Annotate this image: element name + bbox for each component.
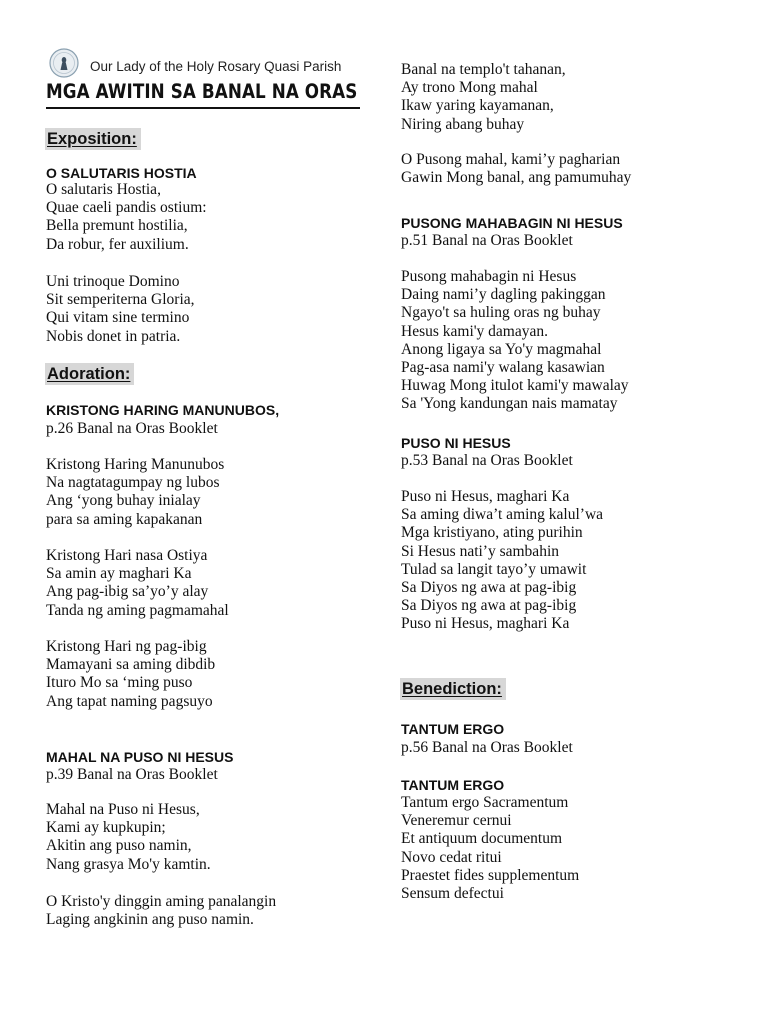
lyric-line: Tantum ergo Sacramentum [401,794,569,811]
lyric-line: Novo cedat ritui [401,848,502,866]
lyric-line: Anong ligaya sa Yo'y magmahal [401,340,602,358]
puso-ni-hesus-ref [401,452,573,470]
booklet-reference: p.53 Banal na Oras Booklet [401,452,573,469]
booklet-reference: p.26 Banal na Oras Booklet [46,420,218,437]
lyric-line: Kristong Hari nasa Ostiya [46,547,208,564]
song-title-pusong-mahabagin: PUSONG MAHABAGIN NI HESUS [401,215,623,231]
lyric-line: O salutaris Hostia, [46,181,161,198]
lyric-line: Mahal na Puso ni Hesus, [46,801,200,818]
lyric-line: Qui vitam sine termino [46,309,190,327]
lyric-line: Kami ay kupkupin; [46,819,166,837]
lyric-line: Kristong Haring Manunubos [46,456,225,473]
booklet-reference: p.56 Banal na Oras Booklet [401,739,573,756]
lyric-line: Na nagtatagumpay ng lubos [46,474,220,492]
lyric-line: Niring abang buhay [401,115,525,133]
lyric-line: Pag-asa nami'y walang kasawian [401,359,605,377]
lyric-line: Quae caeli pandis ostium: [46,199,207,217]
o-salutaris-stanza-1 [46,181,207,254]
lyric-line: Ngayo't sa huling oras ng buhay [401,304,601,322]
mahal-na-puso-stanza-2 [46,893,276,929]
booklet-reference: p.51 Banal na Oras Booklet [401,232,573,249]
lyric-line: Veneremur cernui [401,812,512,830]
lyric-line: Banal na templo't tahanan, [401,61,566,78]
kristong-haring-ref [46,420,218,438]
lyric-line: Ay trono Mong mahal [401,79,538,97]
mahal-na-puso-stanza-1 [46,801,211,874]
lyric-line: Pusong mahabagin ni Hesus [401,268,577,285]
lyric-line: Ituro Mo sa ‘ming puso [46,674,193,692]
parish-name: Our Lady of the Holy Rosary Quasi Parish [90,59,342,74]
parish-header [46,46,366,80]
lyric-line: Nang grasya Mo'y kamtin. [46,855,211,873]
lyric-line: Ang pag-ibig sa’yo’y alay [46,583,209,601]
mahal-na-puso-stanza-3 [401,61,566,134]
lyric-line: Sa Diyos ng awa at pag-ibig [401,579,577,597]
song-title-puso-ni-hesus: PUSO NI HESUS [401,435,511,451]
lyric-line: Da robur, fer auxilium. [46,235,189,253]
o-salutaris-stanza-2 [46,273,195,346]
song-title-kristong-haring: KRISTONG HARING MANUNUBOS, [46,402,280,418]
lyric-line: Mga kristiyano, ating purihin [401,524,583,542]
parish-logo-icon [49,48,79,78]
booklet-reference: p.39 Banal na Oras Booklet [46,766,218,783]
lyric-line: Tulad sa langit tayo’y umawit [401,560,587,578]
song-title-tantum-ergo-ref: TANTUM ERGO [401,721,505,737]
tantum-ergo-stanza-1 [401,794,579,903]
mahal-na-puso-ref [46,766,218,784]
pusong-mahabagin-ref [401,232,573,250]
lyric-line: Tanda ng aming pagmamahal [46,601,229,619]
lyric-line: Et antiquum documentum [401,830,563,848]
lyric-line: Praestet fides supplementum [401,866,580,884]
lyric-line: O Pusong mahal, kami’y pagharian [401,151,621,168]
lyric-line: Akitin ang puso namin, [46,837,192,855]
lyric-line: Sensum defectui [401,885,504,903]
lyric-line: Laging angkinin ang puso namin. [46,911,254,929]
lyric-line: Huwag Mong itulot kami'y mawalay [401,377,629,395]
lyric-line: Nobis donet in patria. [46,327,181,345]
lyric-line: Kristong Hari ng pag-ibig [46,638,207,655]
lyric-line: Daing nami’y dagling pakinggan [401,286,606,304]
lyric-line: Sit semperiterna Gloria, [46,291,195,309]
lyric-line: para sa aming kapakanan [46,510,203,528]
section-benediction: Benediction: [400,678,506,700]
tantum-ergo-ref [401,739,573,757]
kristong-haring-stanza-2 [46,547,229,620]
lyric-line: Hesus kami'y damayan. [401,322,548,340]
lyric-line: Sa Diyos ng awa at pag-ibig [401,597,577,615]
lyric-line: Si Hesus nati’y sambahin [401,542,559,560]
kristong-haring-stanza-1 [46,456,224,529]
mahal-na-puso-stanza-4 [401,151,631,187]
puso-ni-hesus-stanza-1 [401,488,603,634]
lyric-line: Ikaw yaring kayamanan, [401,97,554,115]
section-adoration: Adoration: [45,363,134,385]
page-title: MGA AWITIN SA BANAL NA ORAS [46,80,358,103]
lyric-line: Sa amin ay maghari Ka [46,565,192,583]
lyric-line: O Kristo'y dinggin aming panalangin [46,893,277,910]
lyric-line: Puso ni Hesus, maghari Ka [401,615,570,633]
kristong-haring-stanza-3 [46,638,215,711]
title-underline [46,107,360,109]
lyric-line: Gawin Mong banal, ang pamumuhay [401,169,632,187]
lyric-line: Ang ‘yong buhay inialay [46,492,201,510]
song-title-o-salutaris: O SALUTARIS HOSTIA [46,165,197,181]
pusong-mahabagin-stanza-1 [401,268,629,414]
lyric-line: Mamayani sa aming dibdib [46,656,216,674]
lyric-line: Uni trinoque Domino [46,273,180,290]
lyric-line: Bella premunt hostilia, [46,217,188,235]
song-title-tantum-ergo: TANTUM ERGO [401,777,505,793]
song-title-mahal-na-puso: MAHAL NA PUSO NI HESUS [46,749,234,765]
lyric-line: Puso ni Hesus, maghari Ka [401,488,570,505]
lyric-line: Ang tapat naming pagsuyo [46,692,213,710]
lyric-line: Sa aming diwa’t aming kalul’wa [401,506,604,524]
section-exposition: Exposition: [45,128,141,150]
lyric-line: Sa 'Yong kandungan nais mamatay [401,395,618,413]
